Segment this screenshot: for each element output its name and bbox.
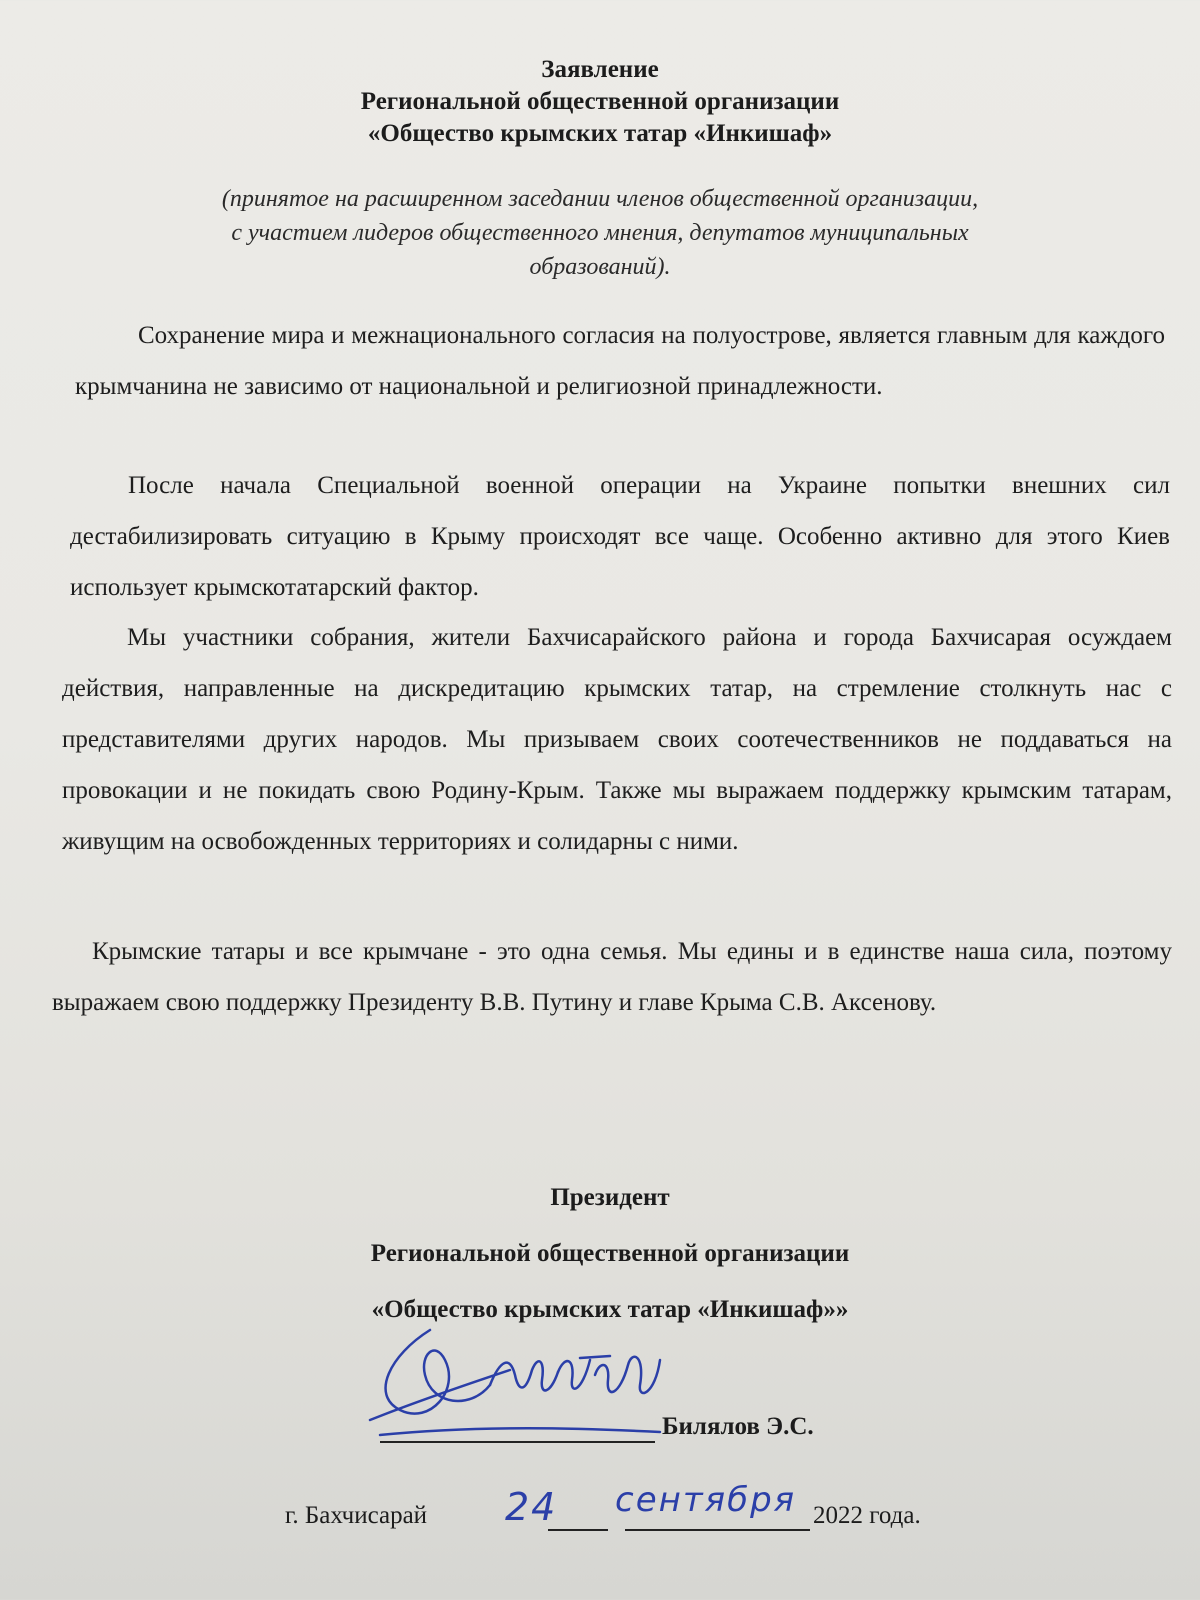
organization-name: Региональной общественной организации — [360, 88, 840, 115]
document-title: Заявление — [541, 56, 659, 83]
paragraph-support: Крымские татары и все крымчане - это одна семья. Мы едины и в единстве наша сила, поэтому выражаем свою поддержку Президенту В.В. Путину и главе Крыма С.В. Аксенову. — [52, 938, 1172, 1016]
handwritten-day: 24 — [505, 1485, 558, 1529]
subtitle-line-3: образований). — [529, 254, 671, 280]
handwritten-signature — [360, 1300, 700, 1450]
paragraph-condemnation: Мы участники собрания, жители Бахчисарайского района и города Бахчисарая осуждаем действия, направленные на дискредитацию крымских татар, на стремление столкнуть нас с представителями других народов. Мы призываем своих соотечественников не поддаваться на провокации и не покидать свою Родину-Крым. Также мы выражаем поддержку крымским татарам, живущим на освобожденных территориях и солидарны с ними. — [62, 624, 1172, 855]
signatory-organization: Региональной общественной организации — [370, 1240, 850, 1267]
signatory-organization-full: «Общество крымских татар «Инкишаф»» — [371, 1296, 849, 1323]
signatory-role: Президент — [550, 1184, 670, 1211]
paragraph-destabilization: После начала Специальной военной операции на Украине попытки внешних сил дестабилизировать ситуацию в Крыму происходят все чаще. Особенно активно для этого Киев использует крымскотатарский фактор. — [70, 472, 1170, 601]
city-label: г. Бахчисарай — [285, 1502, 428, 1529]
subtitle-line-1: (принятое на расширенном заседании членов общественной организации, — [221, 186, 979, 212]
signature-line — [380, 1441, 655, 1443]
year-label: 2022 года. — [813, 1502, 921, 1529]
subtitle-line-2: с участием лидеров общественного мнения, депутатов муниципальных — [231, 220, 969, 246]
handwritten-month: сентября — [615, 1480, 797, 1520]
paragraph-peace: Сохранение мира и межнационального согласия на полуострове, является главным для каждого крымчанина не зависимо от национальной и религиозной принадлежности. — [75, 322, 1165, 400]
date-day-line — [548, 1529, 608, 1531]
signer-name: Билялов Э.С. — [662, 1413, 814, 1440]
date-month-line — [625, 1529, 810, 1531]
organization-full-name: «Общество крымских татар «Инкишаф» — [367, 120, 833, 147]
